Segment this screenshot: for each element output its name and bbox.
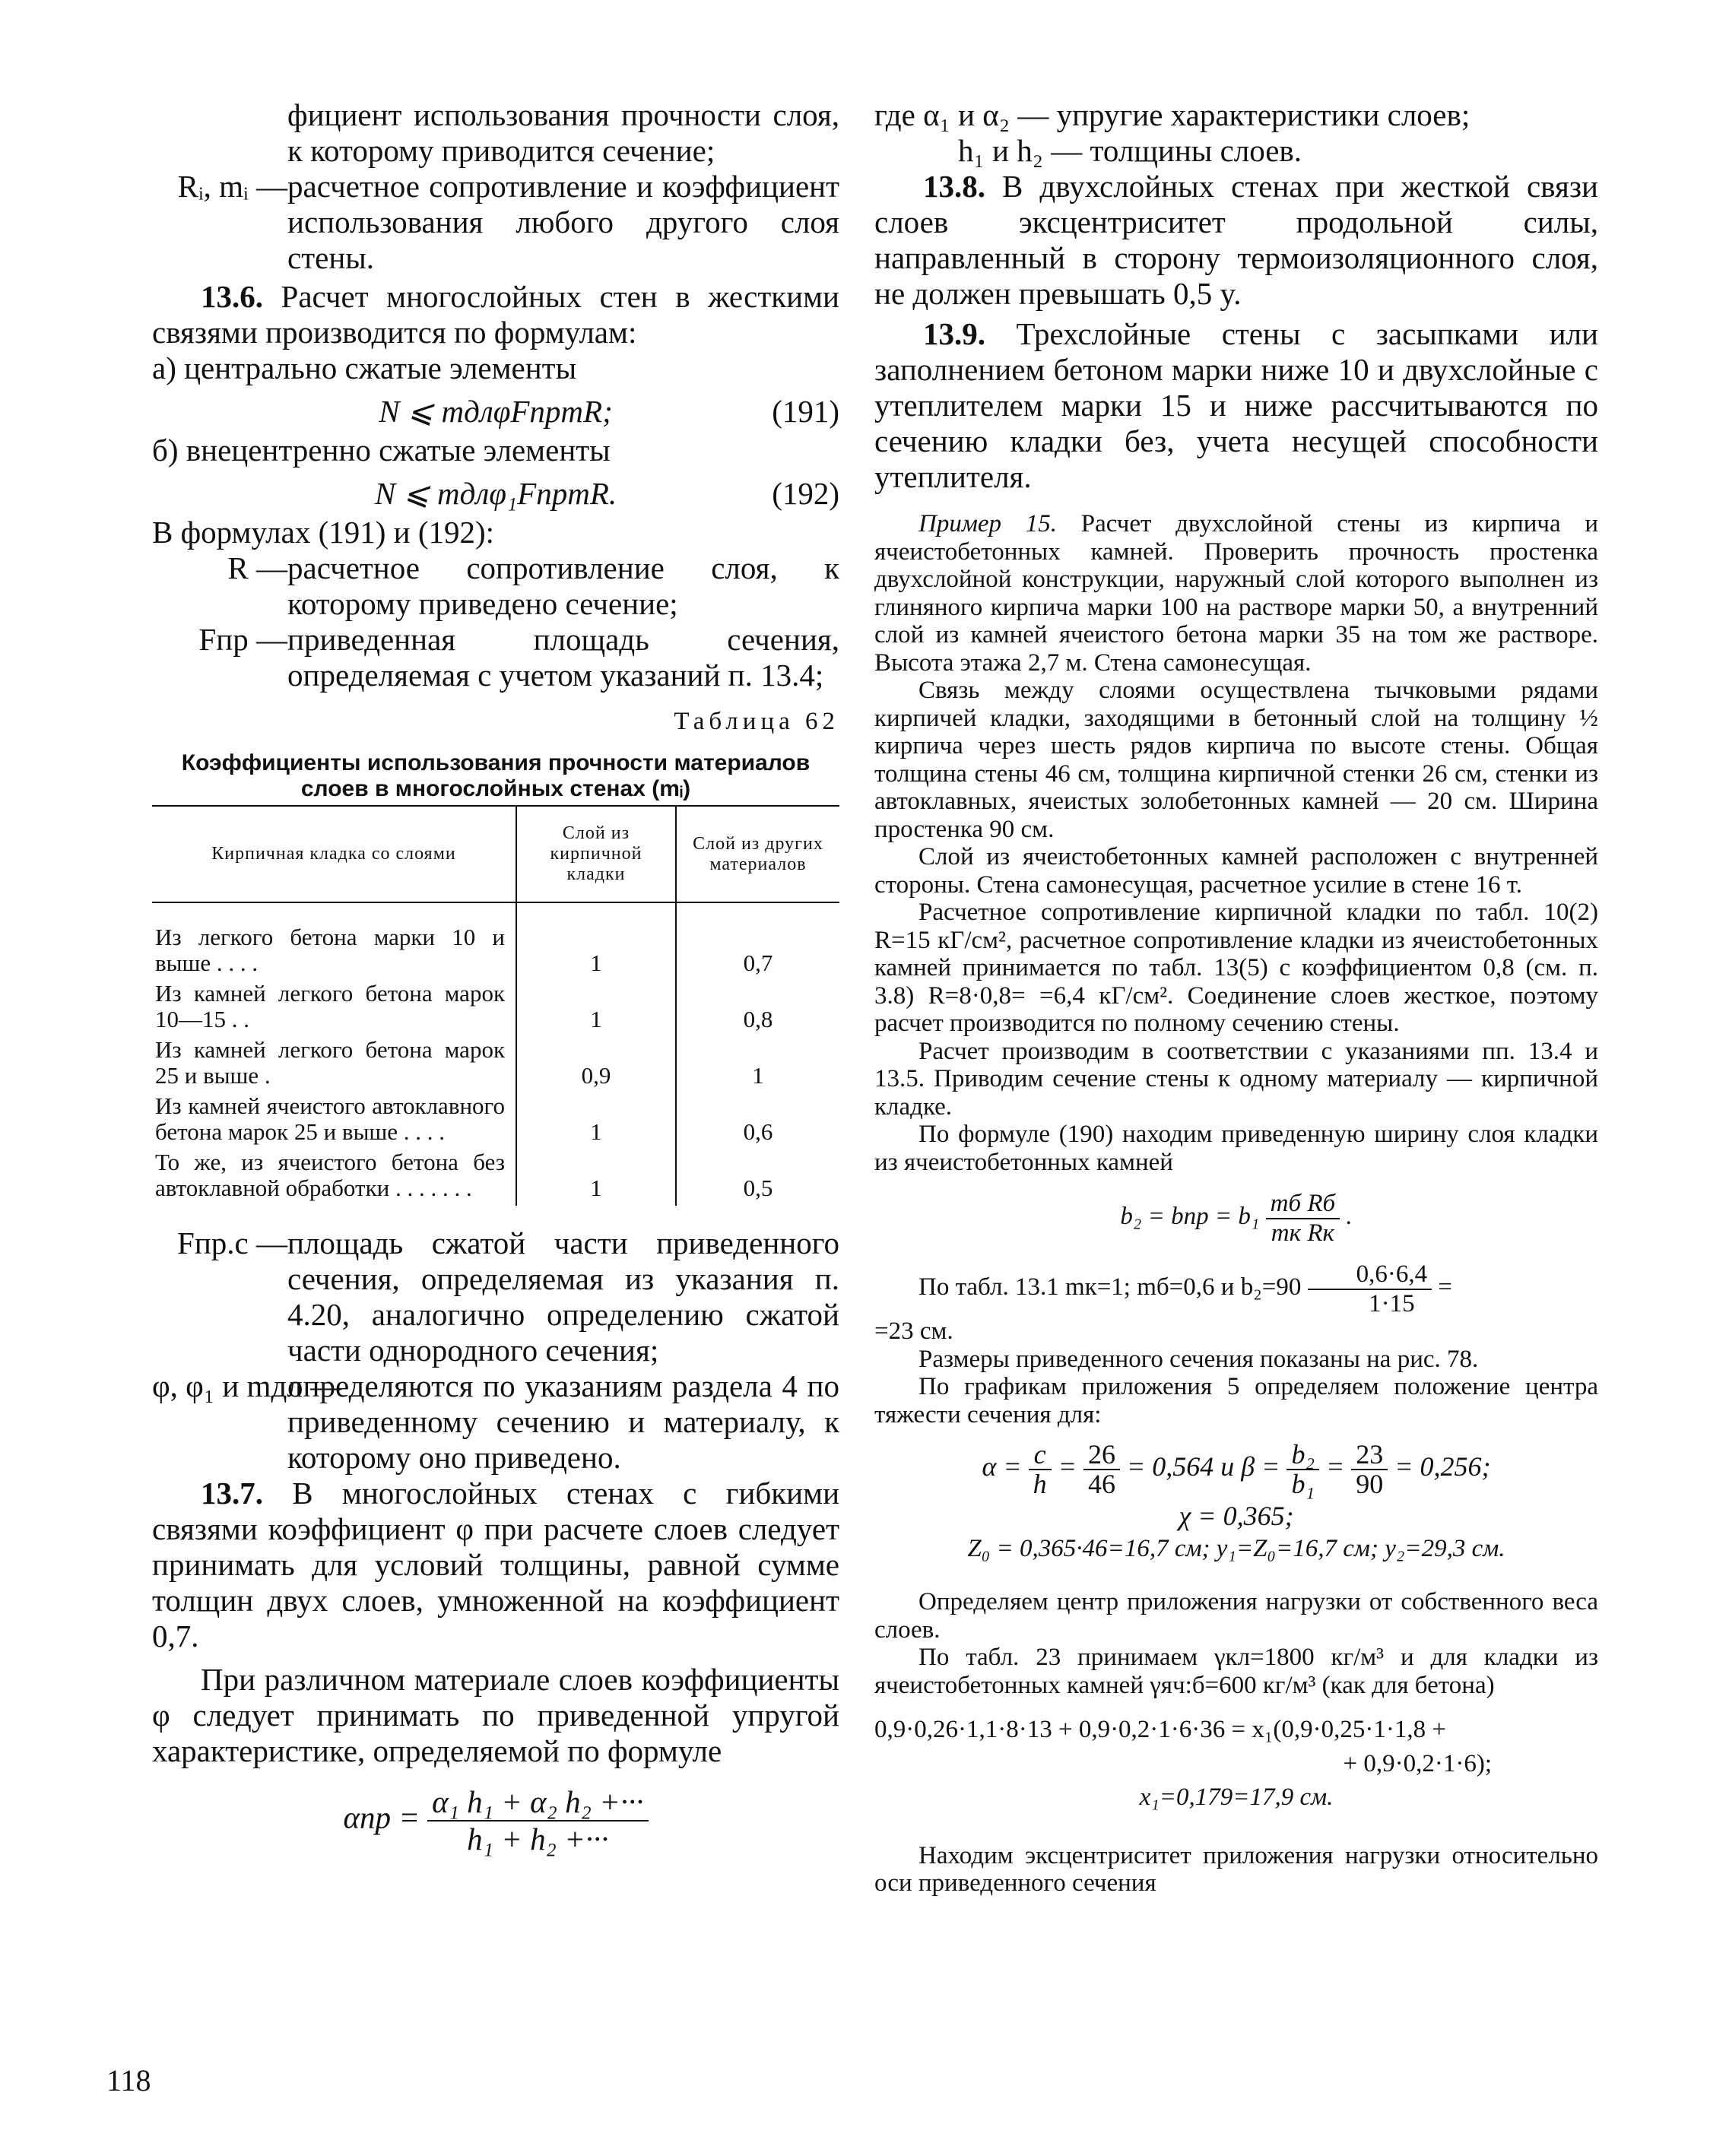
section-number: 13.8. xyxy=(923,169,985,204)
definition-ri xyxy=(152,169,839,276)
table-cell: 0,9 xyxy=(516,1037,676,1093)
table-cell: То же, из ячеистого бетона без автоклавной обработки . . . . . . . xyxy=(155,1149,505,1201)
definition-fpr xyxy=(152,622,839,693)
definition-desc: расчетное сопротивление слоя, к которому приведено сечение; xyxy=(287,550,839,621)
section-text: В многослойных стенах с гибкими связями коэффициент φ при расчете слоев следует принимать для условий толщины, равной сумме толщин двух слоев, умноженной на коэффициент 0,7. xyxy=(152,1476,840,1653)
fraction xyxy=(1029,1441,1052,1498)
formula-part: = 0,564 и β = xyxy=(1126,1451,1280,1482)
calc-text: По табл. 13.1 mк=1; mб=0,6 и b₂=90 xyxy=(918,1273,1302,1302)
fraction-denominator: 46 xyxy=(1087,1468,1115,1499)
example-paragraph: Расчетное сопротивление кирпичной кладки по табл. 10(2) R=15 кГ/см², расчетное сопротивление кладки из ячеистобетонных камней принимается по табл. 13(5) с коэффициентом 0,8 (см. п. 3.8) R=8·0,8= =6,4 кГ/см². Соединение слоев жесткое, поэтому расчет производится по полному сечению стены. xyxy=(874,899,1598,1037)
definition-phi xyxy=(152,1368,839,1476)
formula-alpha-beta xyxy=(874,1441,1598,1498)
definition-term: R — xyxy=(227,550,287,585)
list-item-b: б) внецентренно сжатые элементы xyxy=(152,433,611,468)
definition-desc: приведенная площадь сечения, определяемая с учетом указаний п. 13.4; xyxy=(287,622,839,693)
table-row xyxy=(152,1149,839,1206)
example-paragraph xyxy=(874,510,1598,677)
formula-192 xyxy=(152,476,839,512)
fraction xyxy=(1351,1441,1388,1498)
table-caption: Таблица 62 xyxy=(674,708,839,735)
table-cell: 1 xyxy=(676,1037,839,1093)
formula-line: 0,9·0,26·1,1·8·13 + 0,9·0,2·1·6·36 = x₁(0,9·0,25·1·1,8 + xyxy=(874,1716,1446,1743)
section-text: В двухслойных стенах при жесткой связи слоев эксцентриситет продольной силы, направленный в сторону термоизоляционного слоя, не должен превышать 0,5 y. xyxy=(874,169,1598,311)
coefficients-table xyxy=(152,805,839,1206)
formula-part: = 0,256; xyxy=(1394,1451,1491,1482)
table-header-row xyxy=(152,806,839,902)
formula-number: (191) xyxy=(772,394,839,429)
formula-part: α = xyxy=(982,1451,1022,1482)
formula-text: N ⩽ mдлφFпрmR; xyxy=(379,394,613,429)
section-13-7 xyxy=(152,1476,839,1654)
section-13-8 xyxy=(874,169,1598,312)
section-number: 13.9. xyxy=(923,316,985,351)
definition-term: Fпр.с — xyxy=(177,1225,287,1260)
formula-end: . xyxy=(1346,1203,1353,1231)
formula-part: = xyxy=(1325,1451,1345,1482)
example-title: Пример 15. xyxy=(918,510,1058,537)
table-title: Коэффициенты использования прочности материалов слоев в многослойных стенах (mᵢ) xyxy=(181,750,811,801)
table-header: Слой из других материалов xyxy=(676,806,839,902)
formula-190 xyxy=(874,1190,1598,1247)
example-paragraph: Связь между слоями осуществлена тычковыми рядами кирпичей кладки, заходящими в бетонный слой на толщину ½ кирпича через шесть рядов кирпича по высоте стены. Общая толщина стены 46 см, толщина кирпичной стенки 26 см, стенки из автоклавных, ячеистых золобетонных камней — 20 см. Ширина простенка 90 см. xyxy=(874,677,1598,843)
formula-lhs: b₂ = bпр = b₁ xyxy=(1120,1203,1260,1231)
definition-term: Rᵢ, mᵢ — xyxy=(177,169,287,204)
example-paragraph: Определяем центр приложения нагрузки от собственного веса слоев. xyxy=(874,1588,1598,1644)
definition-desc: площадь сжатой части приведенного сечения, определяемая из указания п. 4.20, аналогично определению сжатой части однородного сечения; xyxy=(287,1225,839,1368)
table-cell: Из легкого бетона марки 10 и выше . . . . xyxy=(155,924,505,976)
table-cell: 1 xyxy=(516,981,676,1037)
list-item-a: а) центрально сжатые элементы xyxy=(152,350,577,385)
calc-eq: = xyxy=(1438,1273,1452,1302)
formula-number: (192) xyxy=(772,476,839,511)
definition-desc: определяются по указаниям раздела 4 по приведенному сечению и материалу, к которому оно приведено. xyxy=(287,1368,839,1475)
fraction xyxy=(1308,1260,1432,1317)
page-number: 118 xyxy=(106,2063,151,2097)
formula-191 xyxy=(152,394,839,430)
table-cell: Из камней легкого бетона марок 10—15 . . xyxy=(155,980,505,1032)
example-paragraph: Расчет производим в соответствии с указаниями пп. 13.4 и 13.5. Приводим сечение стены к одному материалу — кирпичной кладке. xyxy=(874,1037,1598,1121)
fraction xyxy=(1083,1441,1120,1498)
definition-fprc xyxy=(152,1225,839,1368)
table-row xyxy=(152,924,839,981)
example-paragraph: Размеры приведенного сечения показаны на рис. 78. xyxy=(918,1345,1479,1373)
fraction-denominator: h xyxy=(1033,1468,1047,1499)
table-cell: Из камней легкого бетона марок 25 и выше . xyxy=(155,1036,505,1089)
fraction-denominator: h₁ + h₂ +··· xyxy=(467,1822,609,1856)
definition-r xyxy=(152,550,839,622)
fraction-numerator: 23 xyxy=(1351,1441,1388,1470)
calc-line xyxy=(874,1260,1598,1317)
fraction xyxy=(1266,1190,1340,1247)
formula-chi: χ = 0,365; xyxy=(1179,1501,1294,1531)
table-cell: 0,7 xyxy=(676,924,839,981)
example-paragraph: По табл. 23 принимаем γкл=1800 кг/м³ и для кладки из ячеистобетонных камней γяч:б=600 кг/м³ (как для бетона) xyxy=(874,1644,1598,1699)
example-paragraph: По формуле (190) находим приведенную ширину слоя кладки из ячеистобетонных камней xyxy=(874,1121,1598,1176)
formula-alpha-pr xyxy=(152,1784,839,1857)
fraction-numerator: 26 xyxy=(1083,1441,1120,1470)
paragraph: При различном материале слоев коэффициенты φ следует принимать по приведенной упругой характеристике, определяемой по формуле xyxy=(152,1662,839,1768)
formula-text: N ⩽ mдлφ₁FпрmR. xyxy=(374,476,617,511)
formula-x1 xyxy=(874,1716,1598,1812)
example-paragraph: Находим эксцентриситет приложения нагрузки относительно оси приведенного сечения xyxy=(874,1841,1598,1897)
formula-line: x₁=0,179=17,9 см. xyxy=(1139,1783,1334,1811)
fraction-denominator: b₁ xyxy=(1291,1468,1315,1499)
section-13-6 xyxy=(152,279,839,350)
fraction-numerator: c xyxy=(1029,1441,1052,1470)
fraction xyxy=(1286,1441,1319,1498)
definition-term: φ, φ₁ и mдл — xyxy=(152,1368,342,1403)
formula-line: + 0,9·0,2·1·6); xyxy=(1343,1749,1492,1777)
section-text: Трехслойные стены с засыпками или заполнением бетоном марки ниже 10 и двухслойные с утеплителем марки 15 и ниже рассчитываются по сечению кладки без, учета несущей способности утеплителя. xyxy=(874,316,1598,494)
example-paragraph: Слой из ячеистобетонных камней расположен с внутренней стороны. Стена самонесущая, расчетное усилие в стене 16 т. xyxy=(874,843,1598,899)
table-cell: 1 xyxy=(516,1093,676,1149)
fraction xyxy=(427,1784,648,1857)
table-cell: Из камней ячеистого автоклавного бетона марок 25 и выше . . . . xyxy=(155,1092,505,1145)
calc-line: =23 см. xyxy=(874,1317,953,1345)
table-cell: 0,8 xyxy=(676,981,839,1037)
fraction-numerator: mб Rб xyxy=(1266,1190,1340,1219)
fraction-numerator: 0,6·6,4 xyxy=(1308,1260,1432,1290)
table-row xyxy=(152,981,839,1037)
table-row xyxy=(152,1093,839,1149)
formula-z0: Z₀ = 0,365·46=16,7 см; y₁=Z₀=16,7 см; y₂=29,3 см. xyxy=(967,1534,1505,1562)
paragraph: h₁ и h₂ — толщины слоев. xyxy=(958,133,1302,168)
table-cell: 0,5 xyxy=(676,1149,839,1206)
example-text: Расчет двухслойной стены из кирпича и ячеистобетонных камней. Проверить прочность простенка двухслойной конструкции, наружный слой которого выполнен из глиняного кирпича марки 100 на растворе марки 50, а внутренний слой из камней ячеистого бетона марки 35 на том же растворе. Высота этажа 2,7 м. Стена самонесущая. xyxy=(874,510,1599,677)
fraction-denominator: 90 xyxy=(1356,1468,1384,1499)
left-column xyxy=(152,97,839,1857)
table-cell: 1 xyxy=(516,924,676,981)
paragraph: фициент использования прочности слоя, к которому приводится сечение; xyxy=(287,97,839,168)
definition-term: Fпр — xyxy=(198,622,287,657)
table-row xyxy=(152,1037,839,1093)
section-number: 13.7. xyxy=(201,1476,263,1511)
formula-lhs: αпр = xyxy=(343,1799,420,1835)
right-column xyxy=(874,97,1598,1898)
section-13-9 xyxy=(874,316,1598,495)
table-cell: 1 xyxy=(516,1149,676,1206)
fraction-numerator: b₂ xyxy=(1286,1441,1319,1470)
table-cell: 0,6 xyxy=(676,1093,839,1149)
example-paragraph: По графикам приложения 5 определяем положение центра тяжести сечения для: xyxy=(874,1373,1598,1428)
fraction-numerator: α₁ h₁ + α₂ h₂ +··· xyxy=(427,1784,648,1822)
table-header: Слой из кирпичной кладки xyxy=(516,806,676,902)
paragraph: В формулах (191) и (192): xyxy=(152,515,495,550)
table-header: Кирпичная кладка со слоями xyxy=(152,806,516,902)
paragraph: где α₁ и α₂ — упругие характеристики слоев; xyxy=(874,97,1470,132)
section-number: 13.6. xyxy=(201,279,263,314)
definition-desc: расчетное сопротивление и коэффициент использования любого другого слоя стены. xyxy=(287,169,839,275)
table-spacer-row xyxy=(152,902,839,924)
formula-part: = xyxy=(1058,1451,1077,1482)
section-text: Расчет многослойных стен в жесткими связями производится по формулам: xyxy=(152,279,840,350)
fraction-denominator: mк Rк xyxy=(1271,1219,1334,1247)
fraction-denominator: 1·15 xyxy=(1369,1289,1415,1317)
